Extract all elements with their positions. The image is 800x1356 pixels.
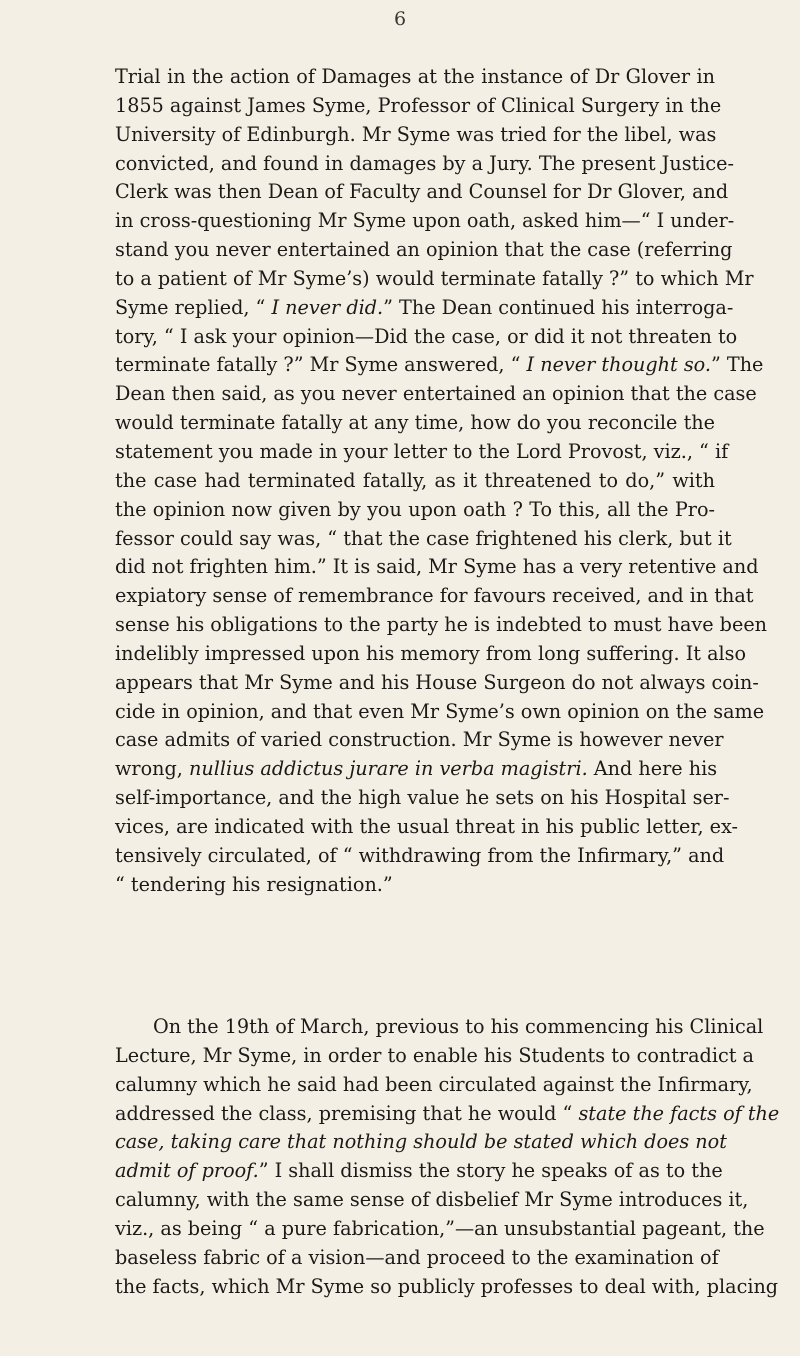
text-line: baseless fabric of a vision—and proceed to the examination of bbox=[115, 1245, 719, 1269]
text-line: tory, “ I ask your opinion—Did the case, or did it not threaten to bbox=[115, 324, 738, 348]
text-line bbox=[115, 1157, 723, 1186]
text-line bbox=[115, 294, 734, 323]
text-line: statement you made in your letter to the Lord Provost, viz., “ if bbox=[115, 439, 729, 463]
text-line: stand you never entertained an opinion that the case (referring bbox=[115, 238, 733, 262]
text-line: the facts, which Mr Syme so publicly professes to deal with, placing bbox=[115, 1274, 779, 1298]
italic-quote: state the facts of the bbox=[578, 1101, 780, 1125]
text-line bbox=[115, 1128, 727, 1157]
text-line: University of Edinburgh. Mr Syme was tried for the libel, was bbox=[115, 122, 717, 146]
text-line: calumny which he said had been circulated against the Infirmary, bbox=[115, 1072, 753, 1096]
text-line: fessor could say was, “ that the case frightened his clerk, but it bbox=[115, 526, 732, 550]
text-line: Lecture, Mr Syme, in order to enable his Students to contradict a bbox=[115, 1043, 754, 1067]
text-line: case admits of varied construction. Mr Syme is however never bbox=[115, 728, 724, 752]
text-line: did not frighten him.” It is said, Mr Syme has a very retentive and bbox=[115, 555, 759, 579]
text-line: to a patient of Mr Syme’s) would terminate fatally ?” to which Mr bbox=[115, 266, 754, 290]
text-line: the case had terminated fatally, as it threatened to do,” with bbox=[115, 468, 715, 492]
text-line: “ tendering his resignation.” bbox=[115, 872, 393, 896]
text-line: On the 19th of March, previous to his commencing his Clinical bbox=[153, 1015, 764, 1038]
italic-quote: case, taking care that nothing should be stated which does not bbox=[115, 1130, 727, 1154]
italic-latin-phrase: nullius addictus jurare in verba magistri. bbox=[189, 757, 588, 781]
text-line: Dean then said, as you never entertained an opinion that the case bbox=[115, 382, 757, 406]
text-run: ” I shall dismiss the story he speaks of as to the bbox=[258, 1159, 723, 1183]
text-line: sense his obligations to the party he is indebted to must have been bbox=[115, 613, 768, 637]
text-line bbox=[115, 755, 718, 784]
text-line: Trial in the action of Damages at the instance of Dr Glover in bbox=[115, 65, 715, 88]
italic-quote: I never did. bbox=[271, 295, 384, 319]
text-line: expiatory sense of remembrance for favours received, and in that bbox=[115, 584, 754, 608]
paragraph-1 bbox=[115, 63, 768, 899]
text-run: ” The Dean continued his interroga- bbox=[383, 295, 734, 319]
text-line: 1855 against James Syme, Professor of Clinical Surgery in the bbox=[115, 93, 722, 117]
page-number: 6 bbox=[393, 8, 407, 30]
text-line bbox=[115, 351, 764, 380]
text-run: Syme replied, “ bbox=[115, 295, 272, 319]
text-run: addressed the class, premising that he would “ bbox=[115, 1101, 579, 1125]
text-line: tensively circulated, of “ withdrawing from the Infirmary,” and bbox=[115, 843, 725, 867]
text-line: in cross-questioning Mr Syme upon oath, asked him—“ I under- bbox=[115, 209, 735, 233]
italic-quote: admit of proof. bbox=[115, 1159, 259, 1183]
paragraph-2 bbox=[115, 1013, 780, 1301]
text-line: calumny, with the same sense of disbelief Mr Syme introduces it, bbox=[115, 1188, 749, 1212]
text-run: terminate fatally ?” Mr Syme answered, “ bbox=[115, 353, 527, 377]
text-line: would terminate fatally at any time, how do you reconcile the bbox=[115, 411, 715, 435]
text-line: appears that Mr Syme and his House Surgeon do not always coin- bbox=[115, 670, 759, 694]
text-line bbox=[115, 1100, 780, 1129]
text-line: self-importance, and the high value he sets on his Hospital ser- bbox=[115, 786, 730, 810]
text-line: Clerk was then Dean of Faculty and Counsel for Dr Glover, and bbox=[115, 180, 729, 204]
text-line: cide in opinion, and that even Mr Syme’s own opinion on the same bbox=[115, 699, 765, 723]
text-run: wrong, bbox=[115, 757, 189, 781]
text-run: ” The bbox=[710, 353, 764, 377]
italic-quote: I never thought so. bbox=[526, 353, 711, 377]
text-line: indelibly impressed upon his memory from long suffering. It also bbox=[115, 641, 747, 665]
text-line: vices, are indicated with the usual threat in his public letter, ex- bbox=[115, 814, 738, 838]
text-line: convicted, and found in damages by a Jury. The present Justice- bbox=[115, 151, 734, 175]
text-line: the opinion now given by you upon oath ? To this, all the Pro- bbox=[115, 497, 715, 521]
text-line: viz., as being “ a pure fabrication,”—an unsubstantial pageant, the bbox=[115, 1216, 765, 1240]
text-run: And here his bbox=[587, 757, 718, 781]
